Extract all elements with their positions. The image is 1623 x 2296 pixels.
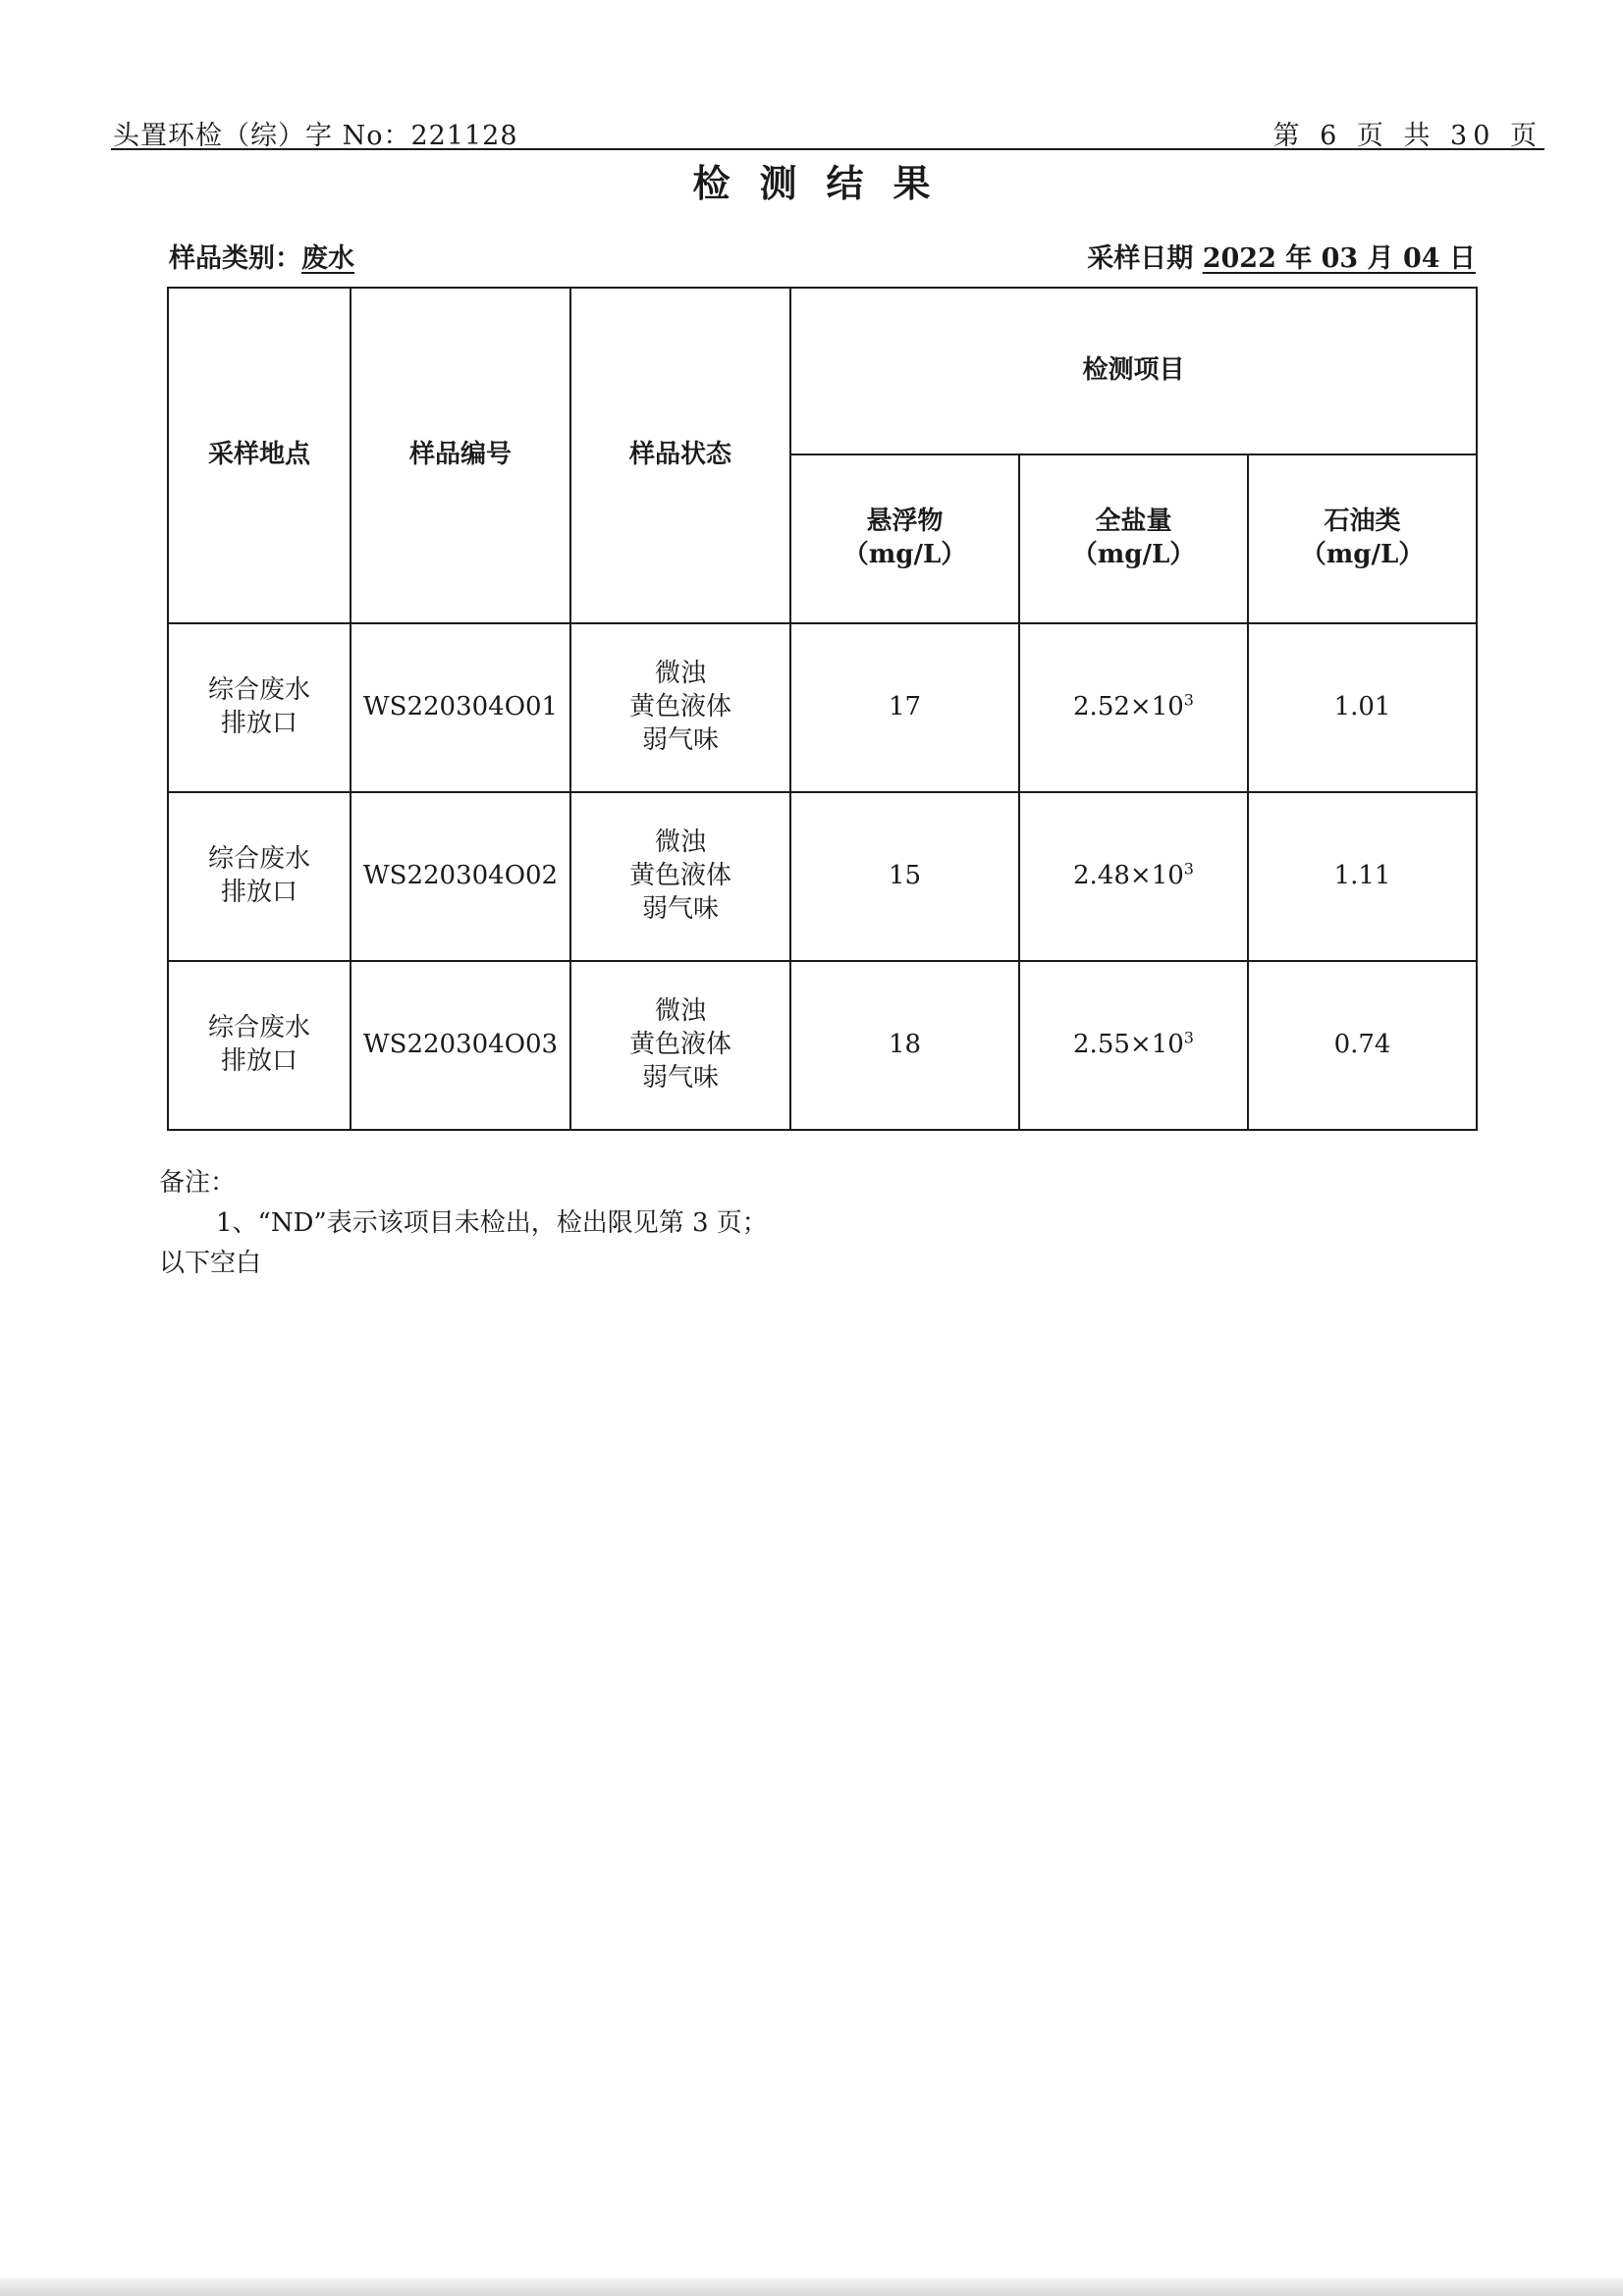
salt-mantissa: 2.55×10 — [1073, 1030, 1184, 1060]
cell-sample-no: WS220304O03 — [351, 961, 570, 1130]
salt-mantissa: 2.52×10 — [1073, 692, 1184, 722]
salt-exponent: 3 — [1183, 859, 1194, 879]
sample-type-value: 废水 — [301, 243, 354, 274]
col-header-location: 采样地点 — [168, 288, 351, 623]
page-indicator: 第 6 页 共 30 页 — [1272, 121, 1542, 151]
sampling-date — [1087, 237, 1476, 275]
cell-state — [570, 961, 790, 1130]
cell-salt — [1019, 792, 1248, 961]
location-line: 综合废水 — [207, 1013, 310, 1043]
sample-type — [169, 237, 354, 275]
remark-item: 1、“ND”表示该项目未检出，检出限见第 3 页； — [216, 1208, 768, 1238]
cell-suspended: 18 — [790, 961, 1019, 1130]
location-line: 综合废水 — [207, 844, 310, 875]
cell-state — [570, 623, 790, 792]
cell-suspended: 17 — [790, 623, 1019, 792]
location-line: 排放口 — [220, 878, 298, 907]
state-line: 微浊 — [654, 996, 706, 1027]
scan-edge — [0, 2278, 1623, 2296]
cell-salt — [1019, 961, 1248, 1130]
state-line: 黄色液体 — [628, 1030, 731, 1060]
remarks — [159, 1163, 768, 1284]
cell-suspended: 15 — [790, 792, 1019, 961]
table-header-row — [168, 288, 1477, 454]
results-table — [167, 287, 1478, 1131]
col-header-suspended — [790, 454, 1019, 623]
page-title: 检测结果 — [692, 161, 960, 205]
table-row — [168, 792, 1477, 961]
location-line: 排放口 — [220, 709, 298, 738]
table-row — [168, 623, 1477, 792]
report-number: 头置环检（综）字 No：221128 — [113, 121, 518, 151]
salt-exponent: 3 — [1183, 1028, 1194, 1047]
cell-location — [168, 961, 351, 1130]
location-line: 综合废水 — [207, 675, 310, 706]
col-header-items-group: 检测项目 — [790, 288, 1477, 454]
cell-state — [570, 792, 790, 961]
cell-location — [168, 623, 351, 792]
cell-sample-no: WS220304O02 — [351, 792, 570, 961]
cell-oil: 0.74 — [1248, 961, 1477, 1130]
item-name: 全盐量 — [1095, 507, 1172, 537]
col-header-sample-no: 样品编号 — [351, 288, 570, 623]
cell-salt — [1019, 623, 1248, 792]
blank-below-mark: 以下空白 — [159, 1249, 262, 1278]
state-line: 弱气味 — [641, 1062, 719, 1093]
cell-oil: 1.01 — [1248, 623, 1477, 792]
item-unit: （mg/L） — [842, 540, 967, 569]
col-header-oil — [1248, 454, 1477, 623]
state-line: 黄色液体 — [628, 861, 731, 891]
state-line: 弱气味 — [641, 724, 719, 755]
item-name: 石油类 — [1324, 507, 1401, 537]
table-row — [168, 961, 1477, 1130]
cell-location — [168, 792, 351, 961]
cell-oil: 1.11 — [1248, 792, 1477, 961]
location-line: 排放口 — [220, 1046, 298, 1076]
state-line: 微浊 — [654, 659, 706, 689]
state-line: 弱气味 — [641, 893, 719, 924]
item-unit: （mg/L） — [1300, 540, 1425, 569]
sampling-date-label: 采样日期 — [1087, 243, 1194, 274]
salt-mantissa: 2.48×10 — [1073, 861, 1184, 891]
sampling-date-value: 2022 年 03 月 04 日 — [1202, 243, 1476, 274]
state-line: 微浊 — [654, 828, 706, 858]
salt-exponent: 3 — [1183, 690, 1194, 710]
item-name: 悬浮物 — [866, 507, 944, 537]
cell-sample-no: WS220304O01 — [351, 623, 570, 792]
item-unit: （mg/L） — [1071, 540, 1196, 569]
state-line: 黄色液体 — [628, 692, 731, 722]
col-header-state: 样品状态 — [570, 288, 790, 623]
remarks-label: 备注： — [159, 1168, 237, 1198]
col-header-salt — [1019, 454, 1248, 623]
header-divider — [111, 148, 1544, 150]
sample-type-label: 样品类别： — [169, 243, 301, 274]
